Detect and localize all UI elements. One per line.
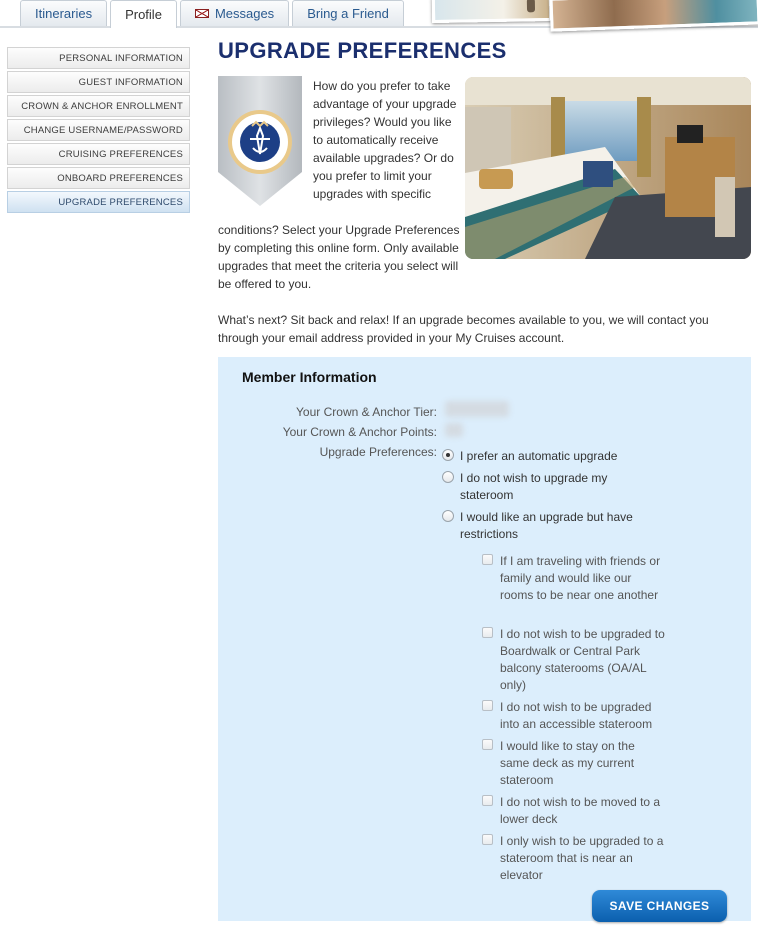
sidebar-item-label: CHANGE USERNAME/PASSWORD xyxy=(23,124,183,136)
mail-icon xyxy=(195,9,209,18)
crown-anchor-society-badge-icon xyxy=(218,76,302,206)
tab-messages[interactable] xyxy=(180,0,289,26)
restriction-label-no-accessible[interactable]: I do not wish to be upgraded into an accessible stateroom xyxy=(500,700,653,731)
intro-text-continued: conditions? Select your Upgrade Preferences by completing this online form. Only available upgrades that meet the criteria you select will be offered to you. xyxy=(218,223,460,291)
sidebar-item-personal-information[interactable] xyxy=(7,47,190,69)
section-title: Member Information xyxy=(242,369,377,385)
restriction-checkbox-no-accessible[interactable] xyxy=(482,700,493,711)
restriction-checkbox-same-deck[interactable] xyxy=(482,739,493,750)
restriction-label-near-friends[interactable]: If I am traveling with friends or family and would like our rooms to be near one another xyxy=(500,554,661,602)
page-title: UPGRADE PREFERENCES xyxy=(218,38,507,63)
stateroom-photo xyxy=(465,77,751,259)
sidebar-item-label: ONBOARD PREFERENCES xyxy=(57,172,183,184)
sidebar-item-label: UPGRADE PREFERENCES xyxy=(58,196,183,208)
crown-anchor-points-value-redacted xyxy=(445,423,463,437)
crown-anchor-points-label: Your Crown & Anchor Points: xyxy=(282,425,437,439)
crown-anchor-tier-label: Your Crown & Anchor Tier: xyxy=(296,405,437,419)
restriction-label-near-elevator[interactable]: I only wish to be upgraded to a stateroom that is near an elevator xyxy=(500,834,664,882)
sidebar-item-label: CROWN & ANCHOR ENROLLMENT xyxy=(21,100,183,112)
restriction-checkbox-no-lower-deck[interactable] xyxy=(482,795,493,806)
sidebar-item-label: GUEST INFORMATION xyxy=(78,76,183,88)
tab-label: Profile xyxy=(125,7,162,22)
tab-profile[interactable] xyxy=(110,0,177,28)
restriction-label-no-boardwalk-central-park[interactable]: I do not wish to be upgraded to Boardwalk or Central Park balcony staterooms (OA/AL only) xyxy=(500,627,665,692)
member-information-panel xyxy=(218,357,751,921)
header-photo-couple xyxy=(549,0,758,32)
intro-text: How do you prefer to take advantage of your upgrade privileges? Would you like to automatically receive available upgrades? Or do you prefer to limit your upgrades with specific xyxy=(313,79,457,201)
automatic-upgrade-radio[interactable] xyxy=(442,449,454,461)
tab-bring-a-friend[interactable] xyxy=(292,0,404,26)
tab-label: Bring a Friend xyxy=(307,6,389,21)
sidebar-item-crown-anchor-enrollment[interactable] xyxy=(7,95,190,117)
sidebar-item-label: PERSONAL INFORMATION xyxy=(59,52,183,64)
restriction-checkbox-no-boardwalk-central-park[interactable] xyxy=(482,627,493,638)
automatic-upgrade-label[interactable]: I prefer an automatic upgrade xyxy=(460,449,618,463)
no-upgrade-label[interactable]: I do not wish to upgrade my stateroom xyxy=(460,471,608,502)
whats-next-text: What’s next? Sit back and relax! If an upgrade becomes available to you, we will contact you through your email address provided in your My Cruises account. xyxy=(218,313,709,345)
tab-label: Itineraries xyxy=(35,6,93,21)
restriction-checkbox-near-elevator[interactable] xyxy=(482,834,493,845)
crown-anchor-tier-value-redacted xyxy=(445,401,509,417)
restriction-checkbox-near-friends[interactable] xyxy=(482,554,493,565)
sidebar-item-cruising-preferences[interactable] xyxy=(7,143,190,165)
sidebar-item-guest-information[interactable] xyxy=(7,71,190,93)
header-photos xyxy=(432,0,758,30)
restriction-label-no-lower-deck[interactable]: I do not wish to be moved to a lower deck xyxy=(500,795,661,826)
tab-label: Messages xyxy=(214,6,275,21)
upgrade-with-restrictions-radio[interactable] xyxy=(442,510,454,522)
sidebar-item-upgrade-preferences[interactable] xyxy=(7,191,190,213)
tab-bar xyxy=(20,0,404,28)
upgrade-with-restrictions-label[interactable]: I would like an upgrade but have restrictions xyxy=(460,510,633,541)
sidebar xyxy=(7,47,190,215)
sidebar-item-label: CRUISING PREFERENCES xyxy=(58,148,183,160)
restriction-label-same-deck[interactable]: I would like to stay on the same deck as my current stateroom xyxy=(500,739,635,787)
upgrade-preferences-label: Upgrade Preferences: xyxy=(319,445,437,459)
no-upgrade-radio[interactable] xyxy=(442,471,454,483)
save-changes-button[interactable]: SAVE CHANGES xyxy=(592,890,727,922)
sidebar-item-change-username-password[interactable] xyxy=(7,119,190,141)
header-photo-beach xyxy=(432,0,552,23)
tab-itineraries[interactable] xyxy=(20,0,107,26)
sidebar-item-onboard-preferences[interactable] xyxy=(7,167,190,189)
